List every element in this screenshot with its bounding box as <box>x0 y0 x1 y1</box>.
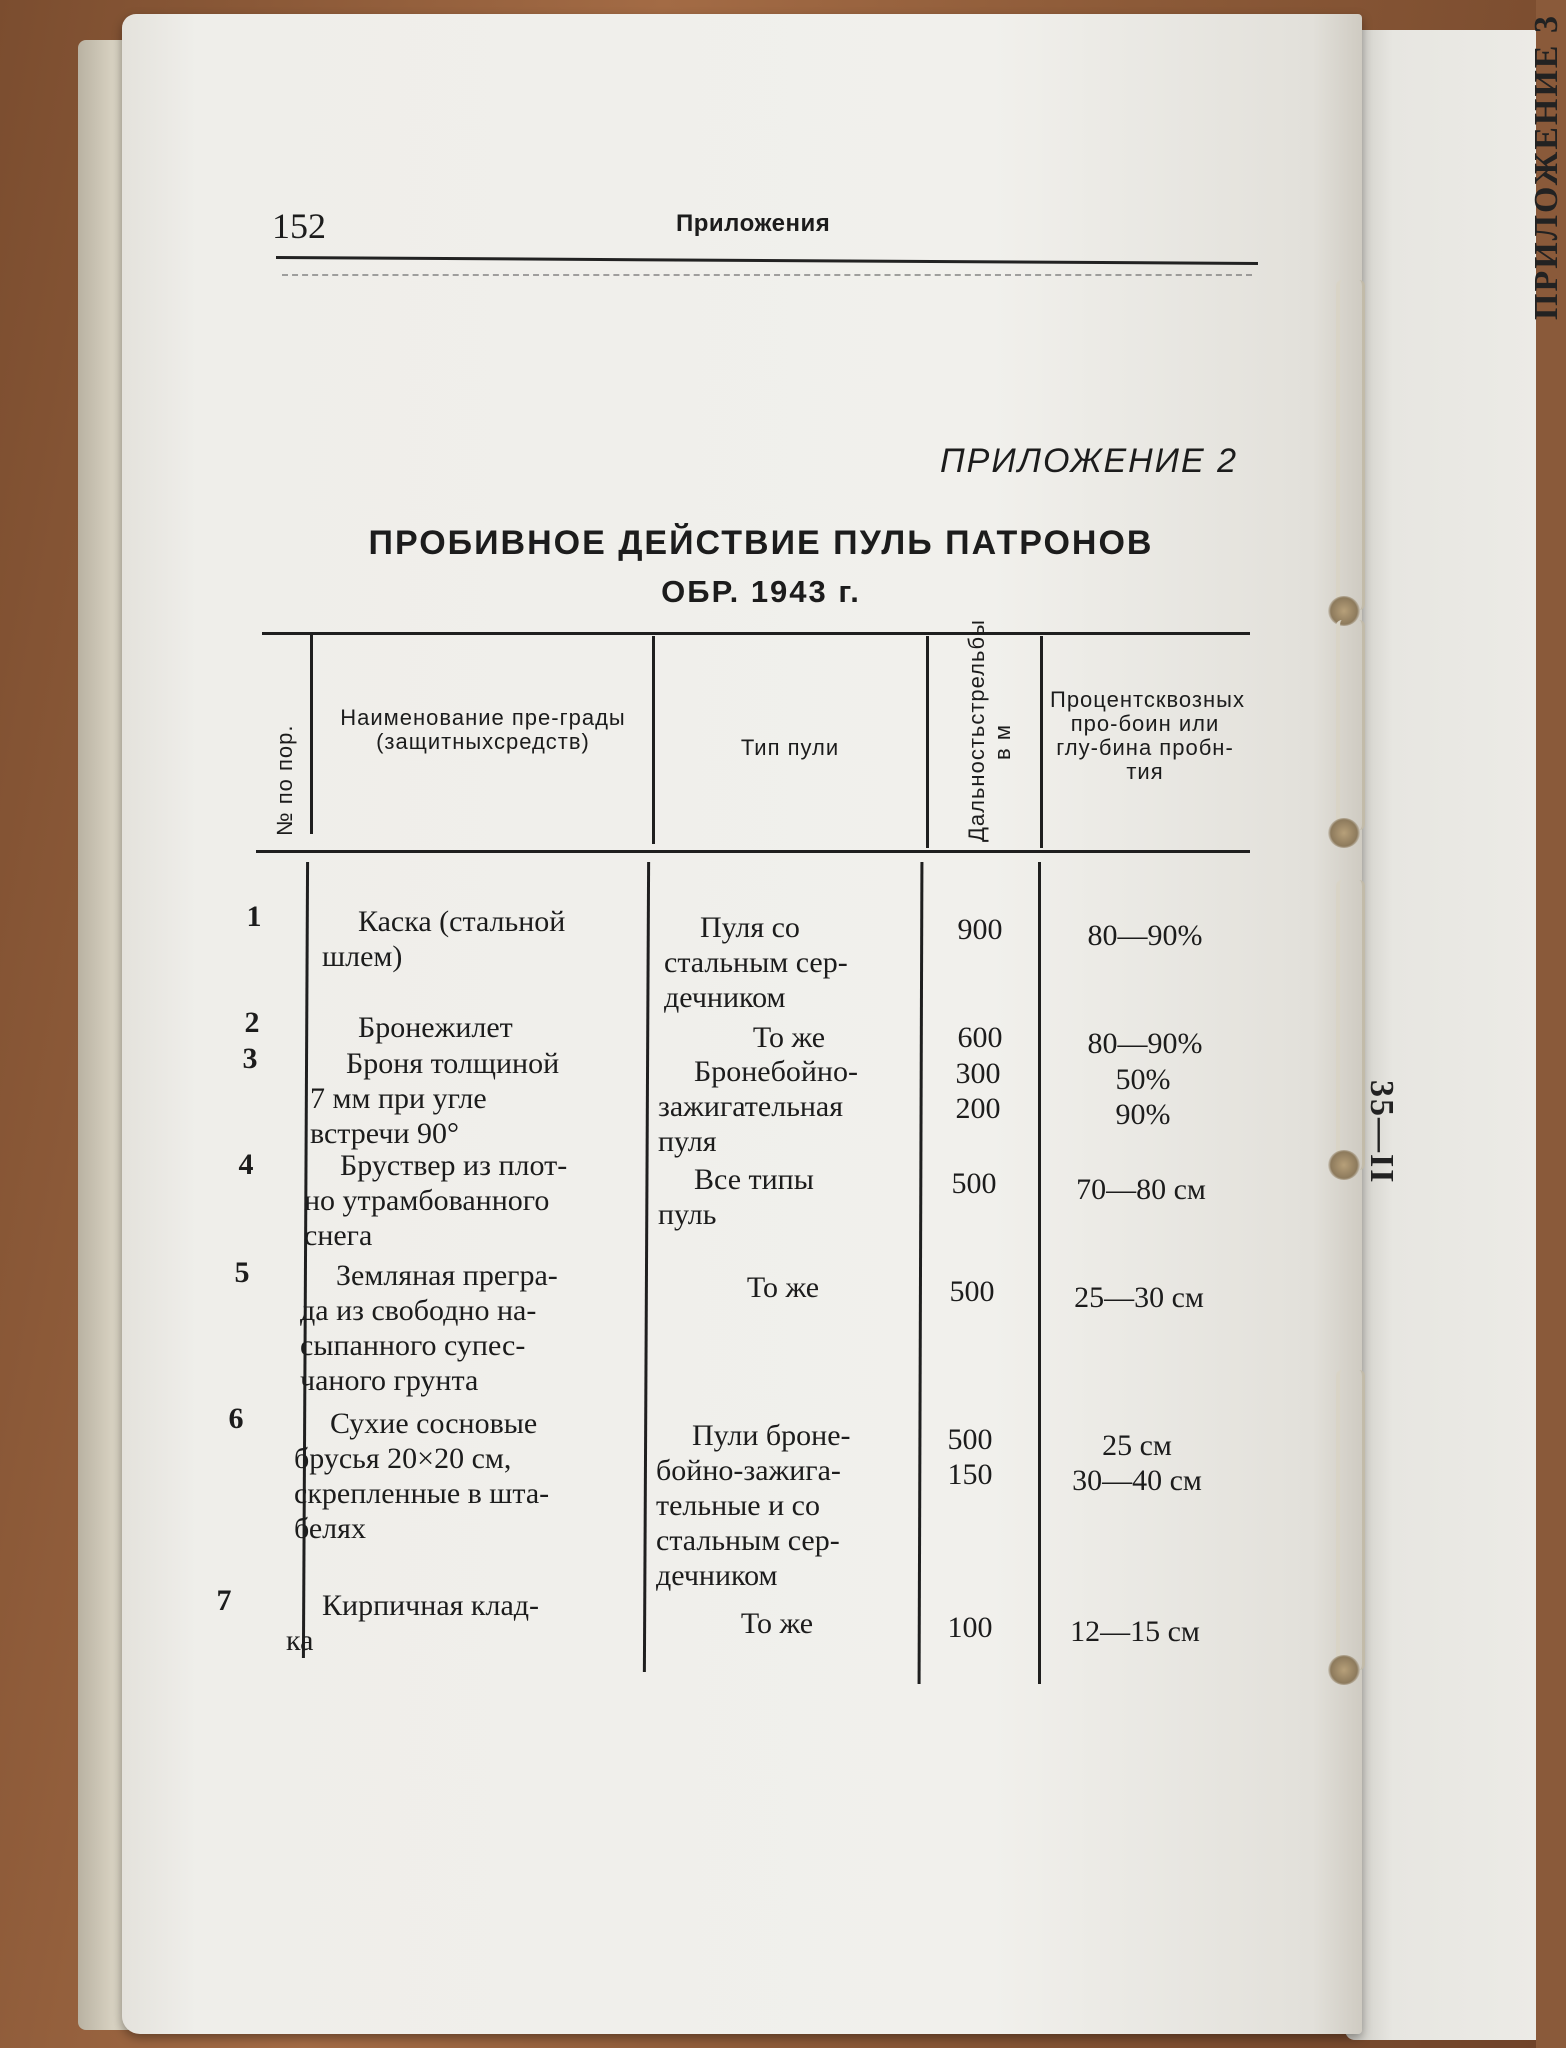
text-line: Бруствер из плот- <box>340 1149 568 1182</box>
text-line: тия <box>1126 759 1164 784</box>
text-line: 12—15 см <box>1070 1615 1200 1648</box>
binding-thread <box>1336 880 1365 1170</box>
bullet-cell <box>652 1606 902 1641</box>
text-line: Бронежилет <box>358 1011 513 1044</box>
text-line: стрельбы в м <box>964 619 1015 760</box>
range-cell <box>928 1020 1032 1055</box>
barrier-cell <box>304 1148 624 1253</box>
header-dashed-rule <box>282 274 1252 276</box>
penetration-cell <box>1042 1428 1232 1498</box>
text-line: боин или глу- <box>1056 711 1220 760</box>
text-line: 30—40 см <box>1072 1464 1202 1497</box>
text-line: 900 <box>957 913 1003 946</box>
text-line: снега <box>304 1219 373 1252</box>
header-bullet: Тип пули <box>740 735 840 760</box>
range-cell <box>918 1422 1022 1492</box>
barrier-cell <box>294 1406 620 1546</box>
table-subtitle: ОБР. 1943 г. <box>661 574 861 609</box>
range-cell <box>918 1610 1022 1645</box>
text-line: брусья 20×20 см, <box>294 1442 512 1475</box>
penetration-cell <box>1046 1172 1236 1207</box>
text-line: Броня толщиной <box>346 1047 560 1080</box>
text-line: ка <box>286 1624 314 1657</box>
text-line: стальным сер- <box>664 946 848 979</box>
penetration-cell <box>1050 1026 1240 1061</box>
table-title: ПРОБИВНОЕ ДЕЙСТВИЕ ПУЛЬ ПАТРОНОВ <box>368 524 1154 562</box>
text-line: 80—90% <box>1087 1027 1203 1060</box>
barrier-cell <box>300 1258 622 1398</box>
text-line: Сухие сосновые <box>330 1407 538 1440</box>
text-line: но утрамбованного <box>304 1184 550 1217</box>
text-line: Бронебойно- <box>694 1055 858 1088</box>
text-line: сыпанного супес- <box>300 1329 526 1362</box>
text-line: Наименование пре- <box>340 705 560 730</box>
right-page-code: 35—II <box>1363 1080 1400 1185</box>
row-number: 7 <box>216 1584 232 1617</box>
text-line: 100 <box>947 1611 993 1644</box>
text-line: 80—90% <box>1087 919 1203 952</box>
row-number: 5 <box>234 1256 250 1289</box>
col-divider <box>1040 636 1043 848</box>
text-line: Пуля со <box>700 911 800 944</box>
row-number: 4 <box>238 1148 254 1181</box>
col-divider <box>926 636 929 848</box>
table-header-rule <box>256 850 1250 853</box>
penetration-cell <box>1044 1280 1234 1315</box>
text-line: 90% <box>1115 1098 1171 1131</box>
text-line: белях <box>294 1512 366 1545</box>
text-line: 70—80 см <box>1076 1173 1206 1206</box>
barrier-cell <box>310 1046 628 1151</box>
text-line: 200 <box>955 1092 1001 1125</box>
penetration-cell <box>1040 1614 1230 1649</box>
running-header: Приложения <box>676 210 831 237</box>
header-num: № по пор. <box>272 724 297 836</box>
penetration-cell <box>1048 1062 1238 1132</box>
text-line: Дальность <box>964 724 989 842</box>
thread-knot <box>1328 1150 1360 1180</box>
text-line: Каска (стальной <box>358 905 566 938</box>
thread-knot <box>1328 1655 1360 1685</box>
table-top-rule <box>262 632 1250 635</box>
text-line: шлем) <box>322 940 403 973</box>
thread-knot <box>1328 818 1360 848</box>
col-divider <box>1038 862 1041 1684</box>
text-line: пуля <box>658 1125 717 1158</box>
text-line: стальным сер- <box>656 1524 840 1557</box>
text-line: дечником <box>656 1559 778 1592</box>
text-line: 25—30 см <box>1074 1281 1204 1314</box>
penetration-cell <box>1050 918 1240 953</box>
text-line: Земляная прегра- <box>336 1259 558 1292</box>
text-line: скрепленные в шта- <box>294 1477 550 1510</box>
row-number: 2 <box>244 1006 260 1039</box>
text-line: Процент <box>1050 687 1144 712</box>
page-number: 152 <box>272 206 326 246</box>
text-line: тельные и со <box>656 1489 820 1522</box>
text-line: 600 <box>957 1021 1003 1054</box>
text-line: зажигательная <box>658 1090 844 1123</box>
text-line: встречи 90° <box>310 1117 459 1150</box>
row-number: 3 <box>242 1042 258 1075</box>
text-line: 500 <box>949 1275 995 1308</box>
bullet-cell <box>658 1162 910 1232</box>
range-cell <box>928 912 1032 947</box>
text-line: 25 см <box>1102 1429 1172 1462</box>
barrier-cell <box>286 1588 616 1658</box>
bullet-cell <box>658 1054 914 1159</box>
text-line: чаного грунта <box>300 1364 479 1397</box>
text-line: То же <box>752 1021 826 1054</box>
text-line: дечником <box>664 981 786 1014</box>
row-number: 1 <box>246 900 262 933</box>
col-divider <box>310 634 313 834</box>
right-page-appendix-label: ПРИЛОЖЕНИЕ 3 <box>1528 14 1565 320</box>
text-line: сквозных про- <box>1070 687 1245 736</box>
binding-thread <box>1336 1370 1365 1670</box>
text-line: Все типы <box>694 1163 814 1196</box>
text-line: 500 <box>951 1167 997 1200</box>
text-line: 300 <box>955 1057 1001 1090</box>
text-line: 500 <box>947 1423 993 1456</box>
header-barrier <box>320 706 646 754</box>
text-line: бойно-зажига- <box>656 1454 841 1487</box>
text-line: средств) <box>493 729 590 754</box>
header-range <box>964 619 1016 842</box>
bullet-cell <box>658 1270 908 1305</box>
text-line: 150 <box>947 1458 993 1491</box>
row-number: 6 <box>228 1402 244 1435</box>
text-line: Кирпичная клад- <box>322 1589 540 1622</box>
header-penetration <box>1050 687 1245 784</box>
text-line: Пули броне- <box>692 1419 851 1452</box>
text-line: пуль <box>658 1198 717 1231</box>
text-line: грады (защитных <box>376 705 626 754</box>
text-line: 50% <box>1115 1063 1171 1096</box>
barrier-cell <box>322 1010 632 1045</box>
range-cell <box>920 1274 1024 1309</box>
binding-thread <box>1336 280 1365 610</box>
bullet-cell <box>656 1418 908 1593</box>
col-divider <box>652 636 655 844</box>
range-cell <box>926 1056 1030 1126</box>
barrier-cell <box>322 904 632 974</box>
text-line: То же <box>746 1271 820 1304</box>
right-page-edge <box>1345 30 1536 2040</box>
appendix-label: ПРИЛОЖЕНИЕ 2 <box>940 442 1239 480</box>
bullet-cell <box>664 1020 914 1055</box>
binding-thread <box>1336 620 1365 830</box>
text-line: бина пробн- <box>1098 735 1234 760</box>
range-cell <box>922 1166 1026 1201</box>
bullet-cell <box>664 910 914 1015</box>
text-line: да из свободно на- <box>300 1294 537 1327</box>
text-line: То же <box>740 1607 814 1640</box>
text-line: 7 мм при угле <box>310 1082 487 1115</box>
